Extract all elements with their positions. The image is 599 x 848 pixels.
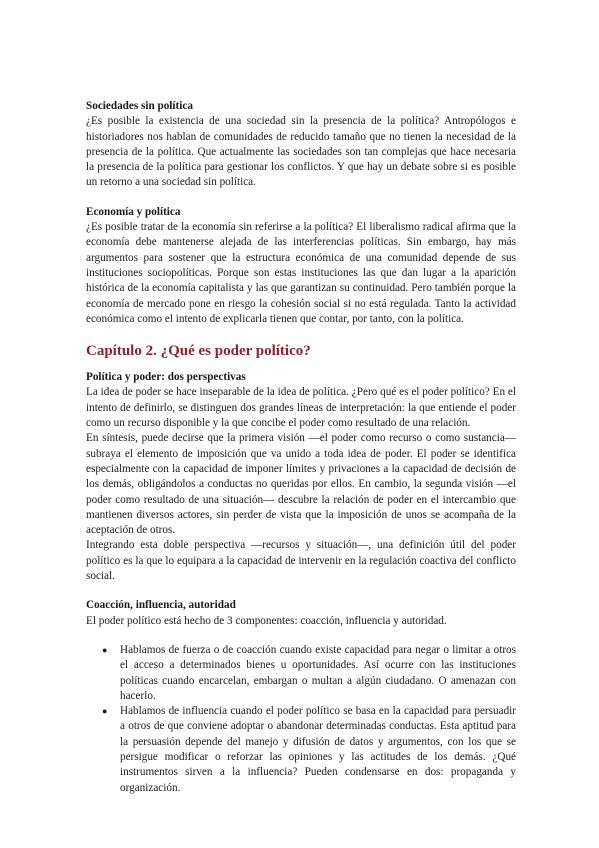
section-sociedades: [86, 99, 516, 191]
list-item: [86, 704, 516, 796]
document-body: [86, 99, 516, 796]
bullet-list: [86, 643, 516, 796]
bullet-icon: ●: [102, 644, 108, 655]
section-paragraph: La idea de poder se hace inseparable de la idea de política. ¿Pero qué es el poder político? En el intento de definirlo, se distinguen dos grandes líneas de interpretación: la que entiende el poder como un recurso disponible y la que concibe el poder como resultado de una relación.: [86, 386, 516, 430]
section-heading: Política y poder: dos perspectivas: [86, 371, 246, 384]
section-paragraph: En síntesis, puede decirse que la primera visión —el poder como recurso o como sustancia— subraya el elemento de imposición que va unido a toda idea de poder. El poder se identifica especialmente con la capacidad de imponer límites y privaciones a la capacidad de decisión de los demás, obligándolos a conductas no queridas por ellos. En cambio, la segunda visión —el poder como resultado de una situación— descubre la relación de poder en el intercambio que mantienen diversos actores, sin perder de vista que la imposición de unos se acompaña de la aceptación de otros.: [86, 432, 516, 537]
bullet-icon: ●: [102, 706, 108, 717]
list-item-text: Hablamos de fuerza o de coacción cuando existe capacidad para negar o limitar a otros el acceso a determinados bienes u oportunidades. Así ocurre con las instituciones políticas cuando encarcelan, embargan o multan a algún ciudadano. O amenazan con hacerlo.: [120, 643, 516, 702]
section-paragraph: ¿Es posible la existencia de una sociedad sin la presencia de la política? Antropólogos e historiadores nos hablan de comunidades de reducido tamaño que no tienen la necesidad de la presencia de la política. Que actualmente las sociedades son tan complejas que hace necesaria la presencia de la política para gestionar los conflictos. Y que hay un debate sobre si es posible un retorno a una sociedad sin política.: [86, 115, 516, 189]
list-item: [86, 643, 516, 704]
section-heading: Economía y política: [86, 205, 181, 218]
section-coaccion: [86, 598, 516, 796]
section-paragraph: El poder político está hecho de 3 componentes: coacción, influencia y autoridad.: [86, 614, 447, 627]
section-economia: [86, 205, 516, 327]
chapter-title: Capítulo 2. ¿Qué es poder político?: [86, 343, 311, 360]
list-item-text: Hablamos de influencia cuando el poder político se basa en la capacidad para persuadir a otros de que conviene adoptar o abandonar determinadas conductas. Esta aptitud para la persuasión depende del manejo y difusión de datos y argumentos, con los que se persigue modificar o reforzar las opiniones y las actitudes de los demás. ¿Qué instrumentos sirven a la influencia? Pueden condensarse en dos: propaganda y organización.: [120, 705, 516, 794]
section-paragraph: ¿Es posible tratar de la economía sin referirse a la política? El liberalismo radical afirma que la economía debe mantenerse alejada de las interferencias políticas. Sin embargo, hay más argumentos para sostener que la estructura económica de una comunidad depende de sus instituciones sociopolíticas. Porque son estas instituciones las que dan lugar a la aparición histórica de la economía capitalista y las que garantizan su continuidad. Pero también porque la economía de mercado pone en riesgo la cohesión social si no está regulada. Tanto la actividad económica como el intento de explicarla tienen que contar, por tanto, con la política.: [86, 221, 516, 325]
section-heading: Coacción, influencia, autoridad: [86, 599, 236, 612]
section-heading: Sociedades sin política: [86, 100, 193, 112]
section-politica-poder: [86, 370, 516, 584]
section-paragraph: Integrando esta doble perspectiva —recursos y situación—, una definición útil del poder político es la que lo equipara a la capacidad de intervenir en la regulación coactiva del conflicto social.: [86, 539, 516, 583]
